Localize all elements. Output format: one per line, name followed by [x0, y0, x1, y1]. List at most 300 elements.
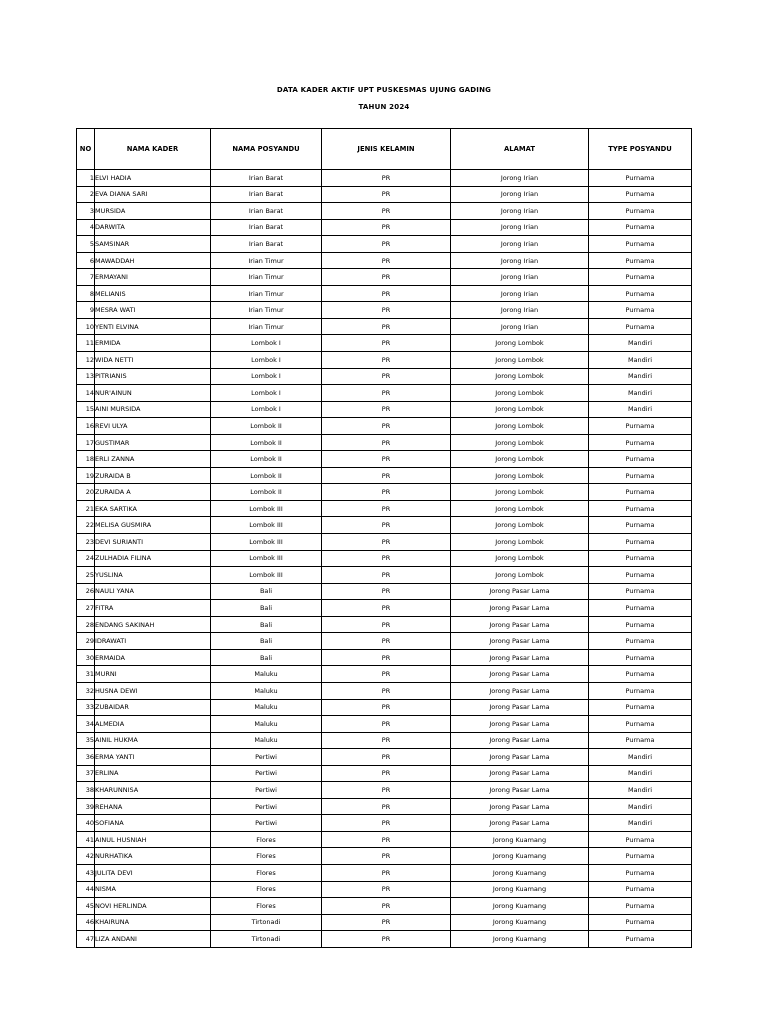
- cell-no: 7: [77, 269, 95, 286]
- cell-alamat: Jorong Lombok: [451, 434, 589, 451]
- cell-nama-posyandu: Bali: [211, 649, 322, 666]
- cell-type-posyandu: Purnama: [589, 881, 692, 898]
- cell-nama-kader: MELISA GUSMIRA: [95, 517, 211, 534]
- cell-no: 10: [77, 318, 95, 335]
- cell-no: 16: [77, 418, 95, 435]
- cell-alamat: Jorong Irian: [451, 285, 589, 302]
- cell-type-posyandu: Purnama: [589, 170, 692, 187]
- cell-nama-kader: ZURAIDA A: [95, 484, 211, 501]
- document-title: DATA KADER AKTIF UPT PUSKESMAS UJUNG GADING: [276, 86, 492, 94]
- cell-nama-kader: AINUL HUSNIAH: [95, 831, 211, 848]
- cell-nama-kader: NISMA: [95, 881, 211, 898]
- cell-type-posyandu: Purnama: [589, 534, 692, 551]
- cell-nama-kader: NOVI HERLINDA: [95, 898, 211, 915]
- cell-jenis-kelamin: PR: [322, 484, 451, 501]
- header-no: NO: [77, 129, 95, 170]
- cell-type-posyandu: Mandiri: [589, 368, 692, 385]
- cell-no: 38: [77, 782, 95, 799]
- kader-table: [76, 128, 692, 948]
- cell-jenis-kelamin: PR: [322, 418, 451, 435]
- table-row: [77, 302, 692, 319]
- cell-no: 12: [77, 352, 95, 369]
- cell-nama-posyandu: Lombok I: [211, 368, 322, 385]
- cell-nama-posyandu: Pertiwi: [211, 749, 322, 766]
- cell-jenis-kelamin: PR: [322, 765, 451, 782]
- table-row: [77, 484, 692, 501]
- cell-type-posyandu: Mandiri: [589, 335, 692, 352]
- table-row: [77, 898, 692, 915]
- cell-nama-posyandu: Lombok III: [211, 500, 322, 517]
- cell-alamat: Jorong Irian: [451, 203, 589, 220]
- cell-type-posyandu: Purnama: [589, 434, 692, 451]
- cell-alamat: Jorong Kuamang: [451, 898, 589, 915]
- cell-jenis-kelamin: PR: [322, 335, 451, 352]
- cell-jenis-kelamin: PR: [322, 732, 451, 749]
- cell-jenis-kelamin: PR: [322, 848, 451, 865]
- cell-alamat: Jorong Pasar Lama: [451, 798, 589, 815]
- cell-no: 43: [77, 864, 95, 881]
- cell-type-posyandu: Purnama: [589, 699, 692, 716]
- table-row: [77, 848, 692, 865]
- cell-nama-posyandu: Irian Barat: [211, 186, 322, 203]
- cell-jenis-kelamin: PR: [322, 368, 451, 385]
- cell-alamat: Jorong Kuamang: [451, 864, 589, 881]
- cell-type-posyandu: Purnama: [589, 716, 692, 733]
- table-row: [77, 269, 692, 286]
- cell-nama-posyandu: Lombok I: [211, 401, 322, 418]
- cell-alamat: Jorong Irian: [451, 170, 589, 187]
- cell-alamat: Jorong Pasar Lama: [451, 600, 589, 617]
- cell-no: 5: [77, 236, 95, 253]
- cell-nama-posyandu: Pertiwi: [211, 765, 322, 782]
- cell-no: 46: [77, 914, 95, 931]
- cell-jenis-kelamin: PR: [322, 898, 451, 915]
- cell-nama-posyandu: Pertiwi: [211, 782, 322, 799]
- cell-type-posyandu: Mandiri: [589, 385, 692, 402]
- cell-nama-kader: MESRA WATI: [95, 302, 211, 319]
- cell-no: 19: [77, 467, 95, 484]
- cell-nama-posyandu: Lombok II: [211, 418, 322, 435]
- cell-alamat: Jorong Lombok: [451, 550, 589, 567]
- cell-jenis-kelamin: PR: [322, 600, 451, 617]
- cell-type-posyandu: Purnama: [589, 219, 692, 236]
- cell-no: 22: [77, 517, 95, 534]
- document-subtitle: TAHUN 2024: [358, 103, 410, 111]
- cell-no: 15: [77, 401, 95, 418]
- cell-alamat: Jorong Kuamang: [451, 931, 589, 948]
- cell-no: 29: [77, 633, 95, 650]
- table-row: [77, 517, 692, 534]
- cell-nama-kader: ALMEDIA: [95, 716, 211, 733]
- table-row: [77, 699, 692, 716]
- table-row: [77, 252, 692, 269]
- cell-type-posyandu: Purnama: [589, 666, 692, 683]
- cell-no: 23: [77, 534, 95, 551]
- cell-nama-kader: GUSTIMAR: [95, 434, 211, 451]
- cell-no: 20: [77, 484, 95, 501]
- cell-no: 6: [77, 252, 95, 269]
- header-jenis-kelamin: JENIS KELAMIN: [322, 129, 451, 170]
- cell-jenis-kelamin: PR: [322, 269, 451, 286]
- cell-no: 28: [77, 616, 95, 633]
- cell-nama-kader: SOFIANA: [95, 815, 211, 832]
- cell-jenis-kelamin: PR: [322, 285, 451, 302]
- table-row: [77, 633, 692, 650]
- cell-no: 8: [77, 285, 95, 302]
- cell-alamat: Jorong Irian: [451, 236, 589, 253]
- cell-alamat: Jorong Pasar Lama: [451, 666, 589, 683]
- cell-nama-posyandu: Tirtonadi: [211, 931, 322, 948]
- cell-no: 45: [77, 898, 95, 915]
- cell-alamat: Jorong Pasar Lama: [451, 732, 589, 749]
- cell-no: 36: [77, 749, 95, 766]
- cell-nama-posyandu: Maluku: [211, 666, 322, 683]
- cell-jenis-kelamin: PR: [322, 716, 451, 733]
- header-nama-kader: NAMA KADER: [95, 129, 211, 170]
- cell-type-posyandu: Purnama: [589, 633, 692, 650]
- cell-alamat: Jorong Pasar Lama: [451, 699, 589, 716]
- table-row: [77, 385, 692, 402]
- cell-nama-kader: NUR'AINUN: [95, 385, 211, 402]
- cell-jenis-kelamin: PR: [322, 749, 451, 766]
- cell-type-posyandu: Purnama: [589, 318, 692, 335]
- cell-nama-posyandu: Flores: [211, 898, 322, 915]
- cell-nama-kader: ERMIDA: [95, 335, 211, 352]
- cell-nama-posyandu: Flores: [211, 831, 322, 848]
- cell-no: 37: [77, 765, 95, 782]
- cell-nama-kader: MURNI: [95, 666, 211, 683]
- table-row: [77, 732, 692, 749]
- cell-type-posyandu: Mandiri: [589, 782, 692, 799]
- table-row: [77, 352, 692, 369]
- cell-alamat: Jorong Pasar Lama: [451, 782, 589, 799]
- table-row: [77, 831, 692, 848]
- table-row: [77, 666, 692, 683]
- cell-nama-posyandu: Irian Timur: [211, 285, 322, 302]
- cell-no: 24: [77, 550, 95, 567]
- cell-alamat: Jorong Pasar Lama: [451, 633, 589, 650]
- cell-type-posyandu: Purnama: [589, 484, 692, 501]
- cell-jenis-kelamin: PR: [322, 236, 451, 253]
- cell-nama-kader: PITRIANIS: [95, 368, 211, 385]
- cell-type-posyandu: Mandiri: [589, 401, 692, 418]
- cell-no: 41: [77, 831, 95, 848]
- cell-no: 2: [77, 186, 95, 203]
- cell-no: 13: [77, 368, 95, 385]
- cell-no: 26: [77, 583, 95, 600]
- cell-alamat: Jorong Lombok: [451, 368, 589, 385]
- header-type-posyandu: TYPE POSYANDU: [589, 129, 692, 170]
- cell-nama-kader: NURHATIKA: [95, 848, 211, 865]
- cell-type-posyandu: Purnama: [589, 616, 692, 633]
- cell-nama-kader: MURSIDA: [95, 203, 211, 220]
- cell-alamat: Jorong Irian: [451, 318, 589, 335]
- cell-nama-posyandu: Maluku: [211, 699, 322, 716]
- cell-type-posyandu: Purnama: [589, 418, 692, 435]
- cell-no: 4: [77, 219, 95, 236]
- cell-nama-kader: SAMSINAR: [95, 236, 211, 253]
- cell-no: 33: [77, 699, 95, 716]
- cell-type-posyandu: Purnama: [589, 500, 692, 517]
- table-row: [77, 451, 692, 468]
- cell-jenis-kelamin: PR: [322, 881, 451, 898]
- cell-jenis-kelamin: PR: [322, 467, 451, 484]
- cell-nama-kader: EKA SARTIKA: [95, 500, 211, 517]
- cell-jenis-kelamin: PR: [322, 500, 451, 517]
- cell-type-posyandu: Purnama: [589, 467, 692, 484]
- cell-jenis-kelamin: PR: [322, 616, 451, 633]
- cell-nama-kader: HUSNA DEWI: [95, 682, 211, 699]
- table-row: [77, 335, 692, 352]
- table-row: [77, 236, 692, 253]
- table-row: [77, 401, 692, 418]
- table-row: [77, 716, 692, 733]
- cell-nama-posyandu: Irian Timur: [211, 302, 322, 319]
- cell-alamat: Jorong Lombok: [451, 484, 589, 501]
- cell-nama-kader: REVI ULYA: [95, 418, 211, 435]
- cell-nama-kader: YUSLINA: [95, 567, 211, 584]
- cell-nama-posyandu: Flores: [211, 864, 322, 881]
- cell-nama-kader: ZULHADIA FILINA: [95, 550, 211, 567]
- cell-nama-kader: ENDANG SAKINAH: [95, 616, 211, 633]
- cell-nama-posyandu: Maluku: [211, 682, 322, 699]
- cell-type-posyandu: Purnama: [589, 285, 692, 302]
- cell-nama-posyandu: Lombok I: [211, 335, 322, 352]
- cell-nama-kader: ERLINA: [95, 765, 211, 782]
- cell-nama-posyandu: Lombok III: [211, 567, 322, 584]
- table-row: [77, 682, 692, 699]
- cell-nama-posyandu: Maluku: [211, 716, 322, 733]
- cell-nama-kader: YENTI ELVINA: [95, 318, 211, 335]
- cell-no: 14: [77, 385, 95, 402]
- cell-type-posyandu: Purnama: [589, 567, 692, 584]
- cell-nama-kader: MAWADDAH: [95, 252, 211, 269]
- cell-jenis-kelamin: PR: [322, 451, 451, 468]
- cell-no: 17: [77, 434, 95, 451]
- table-row: [77, 285, 692, 302]
- cell-type-posyandu: Purnama: [589, 864, 692, 881]
- cell-jenis-kelamin: PR: [322, 203, 451, 220]
- cell-nama-posyandu: Flores: [211, 881, 322, 898]
- cell-nama-posyandu: Irian Barat: [211, 203, 322, 220]
- cell-jenis-kelamin: PR: [322, 682, 451, 699]
- cell-type-posyandu: Purnama: [589, 252, 692, 269]
- table-row: [77, 815, 692, 832]
- cell-nama-kader: ERMAIDA: [95, 649, 211, 666]
- table-row: [77, 186, 692, 203]
- cell-alamat: Jorong Lombok: [451, 385, 589, 402]
- cell-type-posyandu: Purnama: [589, 831, 692, 848]
- cell-nama-kader: ERMAYANI: [95, 269, 211, 286]
- cell-nama-posyandu: Lombok I: [211, 352, 322, 369]
- cell-jenis-kelamin: PR: [322, 931, 451, 948]
- cell-no: 21: [77, 500, 95, 517]
- cell-jenis-kelamin: PR: [322, 666, 451, 683]
- cell-alamat: Jorong Lombok: [451, 451, 589, 468]
- cell-type-posyandu: Purnama: [589, 682, 692, 699]
- table-row: [77, 219, 692, 236]
- cell-type-posyandu: Purnama: [589, 898, 692, 915]
- cell-type-posyandu: Mandiri: [589, 749, 692, 766]
- cell-jenis-kelamin: PR: [322, 550, 451, 567]
- cell-type-posyandu: Mandiri: [589, 798, 692, 815]
- cell-type-posyandu: Purnama: [589, 649, 692, 666]
- cell-nama-kader: DEVI SURIANTI: [95, 534, 211, 551]
- table-row: [77, 368, 692, 385]
- cell-jenis-kelamin: PR: [322, 649, 451, 666]
- cell-type-posyandu: Purnama: [589, 550, 692, 567]
- cell-nama-posyandu: Lombok III: [211, 550, 322, 567]
- table-row: [77, 864, 692, 881]
- cell-alamat: Jorong Kuamang: [451, 881, 589, 898]
- cell-no: 1: [77, 170, 95, 187]
- cell-no: 27: [77, 600, 95, 617]
- table-row: [77, 170, 692, 187]
- cell-alamat: Jorong Kuamang: [451, 914, 589, 931]
- cell-jenis-kelamin: PR: [322, 219, 451, 236]
- cell-nama-posyandu: Pertiwi: [211, 815, 322, 832]
- cell-no: 40: [77, 815, 95, 832]
- cell-alamat: Jorong Lombok: [451, 534, 589, 551]
- cell-jenis-kelamin: PR: [322, 864, 451, 881]
- cell-jenis-kelamin: PR: [322, 252, 451, 269]
- cell-type-posyandu: Purnama: [589, 269, 692, 286]
- table-row: [77, 765, 692, 782]
- cell-nama-posyandu: Lombok II: [211, 484, 322, 501]
- cell-alamat: Jorong Pasar Lama: [451, 815, 589, 832]
- cell-type-posyandu: Purnama: [589, 186, 692, 203]
- cell-type-posyandu: Purnama: [589, 732, 692, 749]
- cell-no: 35: [77, 732, 95, 749]
- cell-no: 42: [77, 848, 95, 865]
- table-row: [77, 914, 692, 931]
- cell-jenis-kelamin: PR: [322, 318, 451, 335]
- table-row: [77, 203, 692, 220]
- cell-nama-kader: REHANA: [95, 798, 211, 815]
- cell-no: 9: [77, 302, 95, 319]
- cell-nama-posyandu: Irian Barat: [211, 170, 322, 187]
- cell-type-posyandu: Purnama: [589, 583, 692, 600]
- cell-alamat: Jorong Pasar Lama: [451, 616, 589, 633]
- table-row: [77, 583, 692, 600]
- cell-no: 32: [77, 682, 95, 699]
- cell-no: 39: [77, 798, 95, 815]
- table-row: [77, 931, 692, 948]
- cell-nama-posyandu: Bali: [211, 633, 322, 650]
- table-body: [77, 170, 692, 948]
- cell-nama-posyandu: Lombok III: [211, 517, 322, 534]
- cell-nama-posyandu: Tirtonadi: [211, 914, 322, 931]
- cell-no: 34: [77, 716, 95, 733]
- cell-nama-kader: MELIANIS: [95, 285, 211, 302]
- cell-nama-posyandu: Maluku: [211, 732, 322, 749]
- cell-alamat: Jorong Irian: [451, 269, 589, 286]
- cell-alamat: Jorong Pasar Lama: [451, 682, 589, 699]
- table-row: [77, 600, 692, 617]
- cell-nama-posyandu: Flores: [211, 848, 322, 865]
- cell-alamat: Jorong Irian: [451, 219, 589, 236]
- cell-alamat: Jorong Irian: [451, 302, 589, 319]
- cell-alamat: Jorong Lombok: [451, 401, 589, 418]
- cell-alamat: Jorong Lombok: [451, 517, 589, 534]
- cell-type-posyandu: Mandiri: [589, 352, 692, 369]
- table-row: [77, 318, 692, 335]
- cell-type-posyandu: Purnama: [589, 236, 692, 253]
- table-row: [77, 467, 692, 484]
- cell-jenis-kelamin: PR: [322, 302, 451, 319]
- cell-nama-kader: IDRAWATI: [95, 633, 211, 650]
- cell-type-posyandu: Purnama: [589, 203, 692, 220]
- cell-nama-kader: AINIL HUKMA: [95, 732, 211, 749]
- cell-type-posyandu: Purnama: [589, 914, 692, 931]
- cell-no: 11: [77, 335, 95, 352]
- table-row: [77, 616, 692, 633]
- cell-no: 3: [77, 203, 95, 220]
- cell-nama-kader: ELVI HADIA: [95, 170, 211, 187]
- table-row: [77, 782, 692, 799]
- cell-jenis-kelamin: PR: [322, 401, 451, 418]
- cell-jenis-kelamin: PR: [322, 583, 451, 600]
- cell-nama-kader: AINI MURSIDA: [95, 401, 211, 418]
- cell-alamat: Jorong Lombok: [451, 500, 589, 517]
- cell-nama-posyandu: Irian Barat: [211, 219, 322, 236]
- cell-no: 31: [77, 666, 95, 683]
- cell-nama-kader: JULITA DEVI: [95, 864, 211, 881]
- cell-nama-posyandu: Pertiwi: [211, 798, 322, 815]
- cell-alamat: Jorong Lombok: [451, 352, 589, 369]
- cell-type-posyandu: Mandiri: [589, 815, 692, 832]
- cell-jenis-kelamin: PR: [322, 798, 451, 815]
- cell-jenis-kelamin: PR: [322, 534, 451, 551]
- table-row: [77, 649, 692, 666]
- cell-nama-kader: NAULI YANA: [95, 583, 211, 600]
- cell-nama-kader: FITRA: [95, 600, 211, 617]
- table-row: [77, 434, 692, 451]
- table-row: [77, 567, 692, 584]
- cell-nama-kader: EVA DIANA SARI: [95, 186, 211, 203]
- cell-alamat: Jorong Pasar Lama: [451, 583, 589, 600]
- cell-no: 25: [77, 567, 95, 584]
- cell-alamat: Jorong Pasar Lama: [451, 765, 589, 782]
- cell-nama-posyandu: Lombok II: [211, 434, 322, 451]
- cell-nama-posyandu: Bali: [211, 600, 322, 617]
- cell-jenis-kelamin: PR: [322, 699, 451, 716]
- cell-type-posyandu: Purnama: [589, 848, 692, 865]
- header-alamat: ALAMAT: [451, 129, 589, 170]
- cell-nama-posyandu: Lombok II: [211, 467, 322, 484]
- cell-type-posyandu: Purnama: [589, 600, 692, 617]
- cell-nama-kader: DARWITA: [95, 219, 211, 236]
- cell-alamat: Jorong Pasar Lama: [451, 749, 589, 766]
- cell-nama-kader: LIZA ANDANI: [95, 931, 211, 948]
- cell-type-posyandu: Purnama: [589, 517, 692, 534]
- cell-nama-kader: ERLI ZANNA: [95, 451, 211, 468]
- cell-alamat: Jorong Kuamang: [451, 848, 589, 865]
- cell-jenis-kelamin: PR: [322, 831, 451, 848]
- cell-jenis-kelamin: PR: [322, 170, 451, 187]
- cell-jenis-kelamin: PR: [322, 186, 451, 203]
- cell-alamat: Jorong Pasar Lama: [451, 716, 589, 733]
- cell-no: 30: [77, 649, 95, 666]
- cell-nama-kader: KHAIRUNA: [95, 914, 211, 931]
- cell-nama-kader: KHARUNNISA: [95, 782, 211, 799]
- cell-alamat: Jorong Irian: [451, 186, 589, 203]
- cell-alamat: Jorong Irian: [451, 252, 589, 269]
- cell-nama-posyandu: Irian Timur: [211, 269, 322, 286]
- cell-nama-kader: ERMA YANTI: [95, 749, 211, 766]
- cell-type-posyandu: Purnama: [589, 451, 692, 468]
- cell-alamat: Jorong Pasar Lama: [451, 649, 589, 666]
